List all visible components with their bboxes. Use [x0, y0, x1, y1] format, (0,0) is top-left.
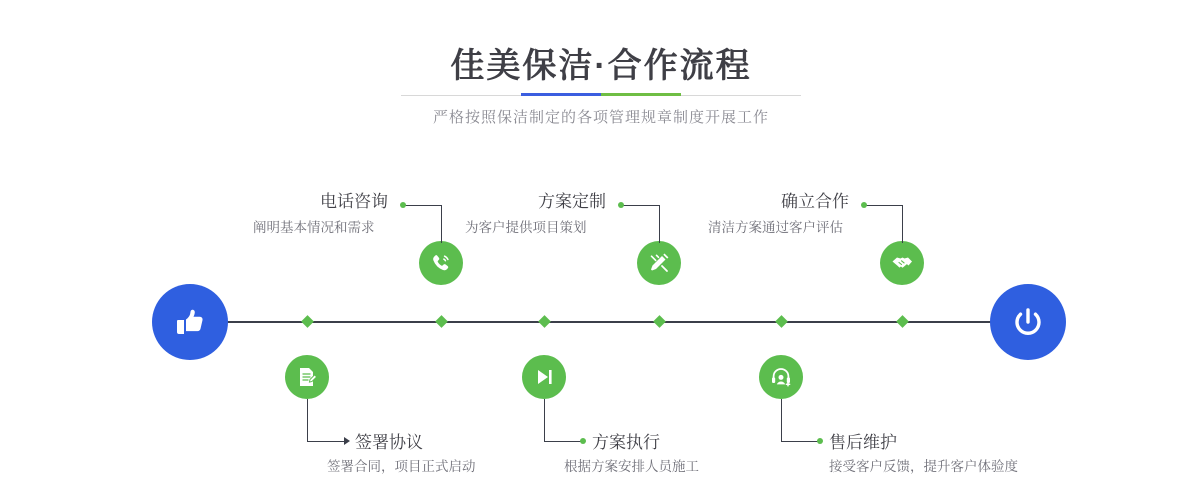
page-subtitle: 严格按照保洁制定的各项管理规章制度开展工作: [432, 109, 769, 126]
step-node-after-sales[interactable]: [759, 355, 803, 399]
step-desc-4: 签署合同，项目正式启动: [327, 459, 476, 474]
connector-step-2-horizontal: [622, 205, 660, 206]
connector-step-4-arrowhead: [344, 437, 350, 445]
connector-step-4-horizontal: [307, 441, 345, 442]
title-accent-blue: [521, 93, 601, 96]
connector-step-6-horizontal: [781, 441, 819, 442]
step-title-6: 售后维护: [829, 433, 897, 452]
step-desc-5: 根据方案安排人员施工: [564, 459, 699, 474]
step-desc-6: 接受客户反馈，提升客户体验度: [829, 459, 1018, 474]
step-title-1: 电话咨询: [320, 192, 388, 211]
connector-step-1-endpoint-dot: [400, 202, 406, 208]
connector-step-5-vertical: [544, 399, 545, 441]
step-title-5: 方案执行: [592, 433, 660, 452]
start-endpoint[interactable]: [152, 284, 228, 360]
step-desc-2: 为客户提供项目策划: [465, 220, 587, 235]
axis-marker-step-3: [896, 315, 909, 328]
document-edit-icon: [295, 365, 319, 389]
step-title-2: 方案定制: [538, 192, 606, 211]
handshake-icon: [890, 251, 914, 275]
connector-step-2-endpoint-dot: [618, 202, 624, 208]
axis-marker-step-4: [301, 315, 314, 328]
connector-step-4-vertical: [307, 399, 308, 441]
step-node-establish-cooperation[interactable]: [880, 241, 924, 285]
connector-step-5-endpoint-dot: [580, 438, 586, 444]
step-title-4: 签署协议: [355, 433, 423, 452]
power-icon: [1008, 302, 1048, 342]
headset-support-icon: [769, 365, 793, 389]
axis-marker-step-6: [775, 315, 788, 328]
end-endpoint[interactable]: [990, 284, 1066, 360]
axis-marker-step-2: [653, 315, 666, 328]
step-node-sign-agreement[interactable]: [285, 355, 329, 399]
phone-call-icon: [429, 251, 453, 275]
step-node-phone-call[interactable]: [419, 241, 463, 285]
title-accent-green: [601, 93, 681, 96]
page-title: 佳美保洁·合作流程: [450, 47, 752, 85]
axis-marker-step-5: [538, 315, 551, 328]
play-next-icon: [532, 365, 556, 389]
step-desc-1: 阐明基本情况和需求: [253, 220, 375, 235]
step-node-plan-design[interactable]: [637, 241, 681, 285]
connector-step-5-horizontal: [544, 441, 582, 442]
connector-step-3-horizontal: [865, 205, 903, 206]
thumbs-up-icon: [170, 302, 210, 342]
step-node-plan-execution[interactable]: [522, 355, 566, 399]
connector-step-6-endpoint-dot: [817, 438, 823, 444]
pen-ruler-icon: [647, 251, 671, 275]
connector-step-6-vertical: [781, 399, 782, 441]
connector-step-3-endpoint-dot: [861, 202, 867, 208]
step-title-3: 确立合作: [781, 192, 849, 211]
connector-step-3-vertical: [902, 205, 903, 243]
connector-step-1-horizontal: [404, 205, 442, 206]
step-desc-3: 清洁方案通过客户评估: [708, 220, 843, 235]
axis-marker-step-1: [435, 315, 448, 328]
connector-step-2-vertical: [659, 205, 660, 243]
connector-step-1-vertical: [441, 205, 442, 243]
